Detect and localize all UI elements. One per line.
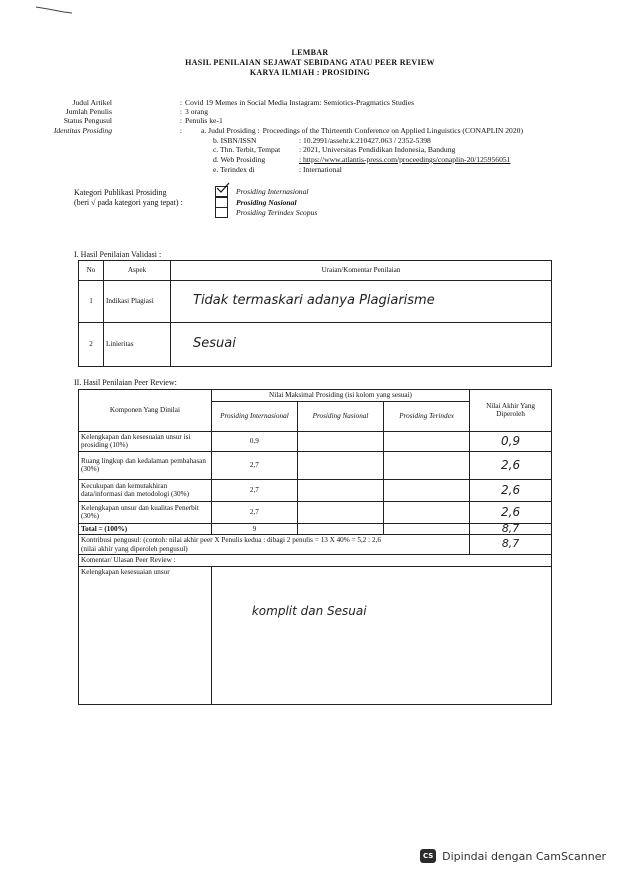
nilai-internasional: 2,7 bbox=[211, 501, 297, 523]
kategori-option-scopus[interactable] bbox=[215, 207, 317, 218]
handwritten-comment: Tidak termaskari adanya Plagiarisme bbox=[171, 281, 552, 323]
total-label: Total = (100%) bbox=[79, 523, 212, 535]
web-value[interactable]: : https://www.atlantis-press.com/proceedings/conaplin-20/125956051 bbox=[299, 155, 511, 164]
row-no: 2 bbox=[79, 323, 104, 367]
judul-prosiding-label: a. Judul Prosiding : bbox=[201, 126, 260, 135]
checkbox-scopus[interactable] bbox=[215, 207, 228, 218]
nilai-akhir: 2,6 bbox=[470, 451, 552, 479]
total-akhir: 8,7 bbox=[470, 523, 552, 535]
nilai-terindex bbox=[384, 431, 470, 451]
kategori-option-label: Prosiding Nasional bbox=[236, 197, 297, 207]
validasi-table bbox=[78, 260, 552, 367]
total-internasional: 9 bbox=[211, 523, 297, 535]
table-row bbox=[79, 451, 552, 479]
judul-prosiding-value: Proceedings of the Thirteenth Conference on Applied Linguistics (CONAPLIN 2020) bbox=[262, 126, 523, 135]
komentar-row bbox=[79, 566, 552, 704]
header-line2: HASIL PENILAIAN SEJAWAT SEBIDANG ATAU PEER REVIEW bbox=[185, 58, 435, 67]
index-value: : International bbox=[299, 165, 342, 174]
kontribusi-value: 8,7 bbox=[470, 535, 552, 555]
camscanner-logo-icon: CS bbox=[420, 849, 436, 863]
nilai-terindex bbox=[384, 479, 470, 501]
komponen-cell: Kelengkapan unsur dan kualitas Penerbit (30%) bbox=[79, 501, 212, 523]
komponen-cell: Kecukupan dan kemutakhiran data/informasi dan metodologi (30%) bbox=[79, 479, 212, 501]
kategori-option-label: Prosiding Internasional bbox=[236, 186, 309, 196]
nilai-akhir: 0,9 bbox=[470, 431, 552, 451]
terbit-value: : 2021, Universitas Pendidikan Indonesia, Bandung bbox=[299, 145, 456, 154]
handwritten-comment: Sesuai bbox=[171, 323, 552, 367]
col-uraian: Uraian/Komentar Penilaian bbox=[171, 261, 552, 281]
jumlah-row: Jumlah Penulis : 3 orang bbox=[0, 107, 208, 116]
nilai-internasional: 0,9 bbox=[211, 431, 297, 451]
index-row bbox=[213, 165, 342, 174]
col-nilai-akhir: Nilai Akhir Yang Diperoleh bbox=[470, 390, 552, 432]
web-row bbox=[213, 155, 510, 164]
section2-title: II. Hasil Penilaian Peer Review: bbox=[74, 378, 177, 387]
web-label: d. Web Prosiding bbox=[213, 155, 266, 164]
nilai-internasional: 2,7 bbox=[211, 479, 297, 501]
table-row bbox=[79, 431, 552, 451]
nilai-nasional bbox=[297, 479, 383, 501]
judul-row: Judul Artikel : Covid 19 Memes in Social Media Instagram: Semiotics-Pragmatics Studies bbox=[0, 98, 414, 107]
table-row bbox=[79, 323, 552, 367]
identitas-row: Identitas Prosiding : a. Judul Prosiding : Proceedings of the Thirteenth Conference on Applied Linguistics (CONAPLIN 2020) bbox=[0, 126, 523, 135]
handwritten-comment: komplit dan Sesuai bbox=[211, 566, 551, 704]
col-komponen: Komponen Yang Dinilai bbox=[79, 390, 212, 432]
isbn-label: b. ISBN/ISSN bbox=[213, 136, 257, 145]
status-value: Penulis ke-1 bbox=[185, 116, 223, 125]
total-nasional bbox=[297, 523, 383, 535]
nilai-nasional bbox=[297, 431, 383, 451]
terbit-label: c. Thn. Terbit, Tempat bbox=[213, 145, 281, 154]
table-row bbox=[79, 501, 552, 523]
nilai-terindex bbox=[384, 451, 470, 479]
komponen-cell: Ruang lingkup dan kedalaman pembahasan (30%) bbox=[79, 451, 212, 479]
table-row bbox=[79, 281, 552, 323]
camscanner-watermark bbox=[420, 849, 606, 863]
table-row bbox=[79, 479, 552, 501]
komponen-cell: Kelengkapan dan kesesuaian unsur isi prosiding (10%) bbox=[79, 431, 212, 451]
status-label: Status Pengusul bbox=[63, 116, 112, 125]
header-line1: LEMBAR bbox=[291, 48, 329, 57]
nilai-nasional bbox=[297, 451, 383, 479]
kategori-option-internasional[interactable] bbox=[215, 186, 309, 197]
index-label: e. Terindex di bbox=[213, 165, 255, 174]
nilai-akhir: 2,6 bbox=[470, 479, 552, 501]
col-aspek: Aspek bbox=[104, 261, 171, 281]
kategori-label: Kategori Publikasi Prosiding bbox=[74, 188, 167, 197]
judul-value: Covid 19 Memes in Social Media Instagram: Semiotics-Pragmatics Studies bbox=[185, 98, 415, 107]
row-no: 1 bbox=[79, 281, 104, 323]
komentar-label: Kelengkapan kesesuaian unsur bbox=[79, 566, 212, 704]
total-terindex bbox=[384, 523, 470, 535]
col-no: No bbox=[79, 261, 104, 281]
kategori-hint: (beri √ pada kategori yang tepat) : bbox=[74, 198, 183, 207]
checkbox-internasional[interactable] bbox=[215, 186, 228, 197]
row-aspek: Linieritas bbox=[104, 323, 171, 367]
col-terindex: Prosiding Terindex bbox=[384, 401, 470, 431]
camscanner-text: Dipindai dengan CamScanner bbox=[442, 849, 606, 863]
scan-mark bbox=[34, 4, 74, 16]
nilai-akhir: 2,6 bbox=[470, 501, 552, 523]
jumlah-label: Jumlah Penulis bbox=[65, 107, 112, 116]
judul-label: Judul Artikel bbox=[72, 98, 112, 107]
identitas-label: Identitas Prosiding bbox=[53, 126, 112, 135]
kontribusi-line2: (nilai akhir yang diperoleh pengusul) bbox=[81, 544, 188, 553]
col-nasional: Prosiding Nasional bbox=[297, 401, 383, 431]
isbn-value: : 10.2991/assehr.k.210427.063 / 2352-5398 bbox=[299, 136, 431, 145]
terbit-row bbox=[213, 145, 455, 154]
peer-review-table bbox=[78, 389, 552, 705]
jumlah-value: 3 orang bbox=[185, 107, 208, 116]
section1-title: I. Hasil Penilaian Validasi : bbox=[74, 250, 162, 259]
check-icon bbox=[215, 182, 231, 196]
isbn-row bbox=[213, 136, 431, 145]
row-aspek: Indikasi Plagiasi bbox=[104, 281, 171, 323]
kontribusi-line1: Kontribusi pengusul: (contoh: nilai akhir peer X Penulis kedua : dibagi 2 penulis = 13 X 40% = 5,2 : 2,6 bbox=[81, 536, 381, 544]
kategori-option-label: Prosiding Terindex Scopus bbox=[236, 207, 318, 217]
nilai-terindex bbox=[384, 501, 470, 523]
col-nilai-maks: Nilai Maksimal Prosiding (isi kolom yang sesuai) bbox=[211, 390, 469, 402]
status-row: Status Pengusul : Penulis ke-1 bbox=[0, 116, 223, 125]
komentar-title: Komentar/ Ulasan Peer Review : bbox=[79, 555, 552, 567]
nilai-nasional bbox=[297, 501, 383, 523]
col-internasional: Prosiding Internasional bbox=[211, 401, 297, 431]
total-row bbox=[79, 523, 552, 535]
nilai-internasional: 2,7 bbox=[211, 451, 297, 479]
kontribusi-row bbox=[79, 535, 552, 555]
header-line3: KARYA ILMIAH : PROSIDING bbox=[249, 68, 371, 77]
kontribusi-cell bbox=[79, 535, 470, 555]
